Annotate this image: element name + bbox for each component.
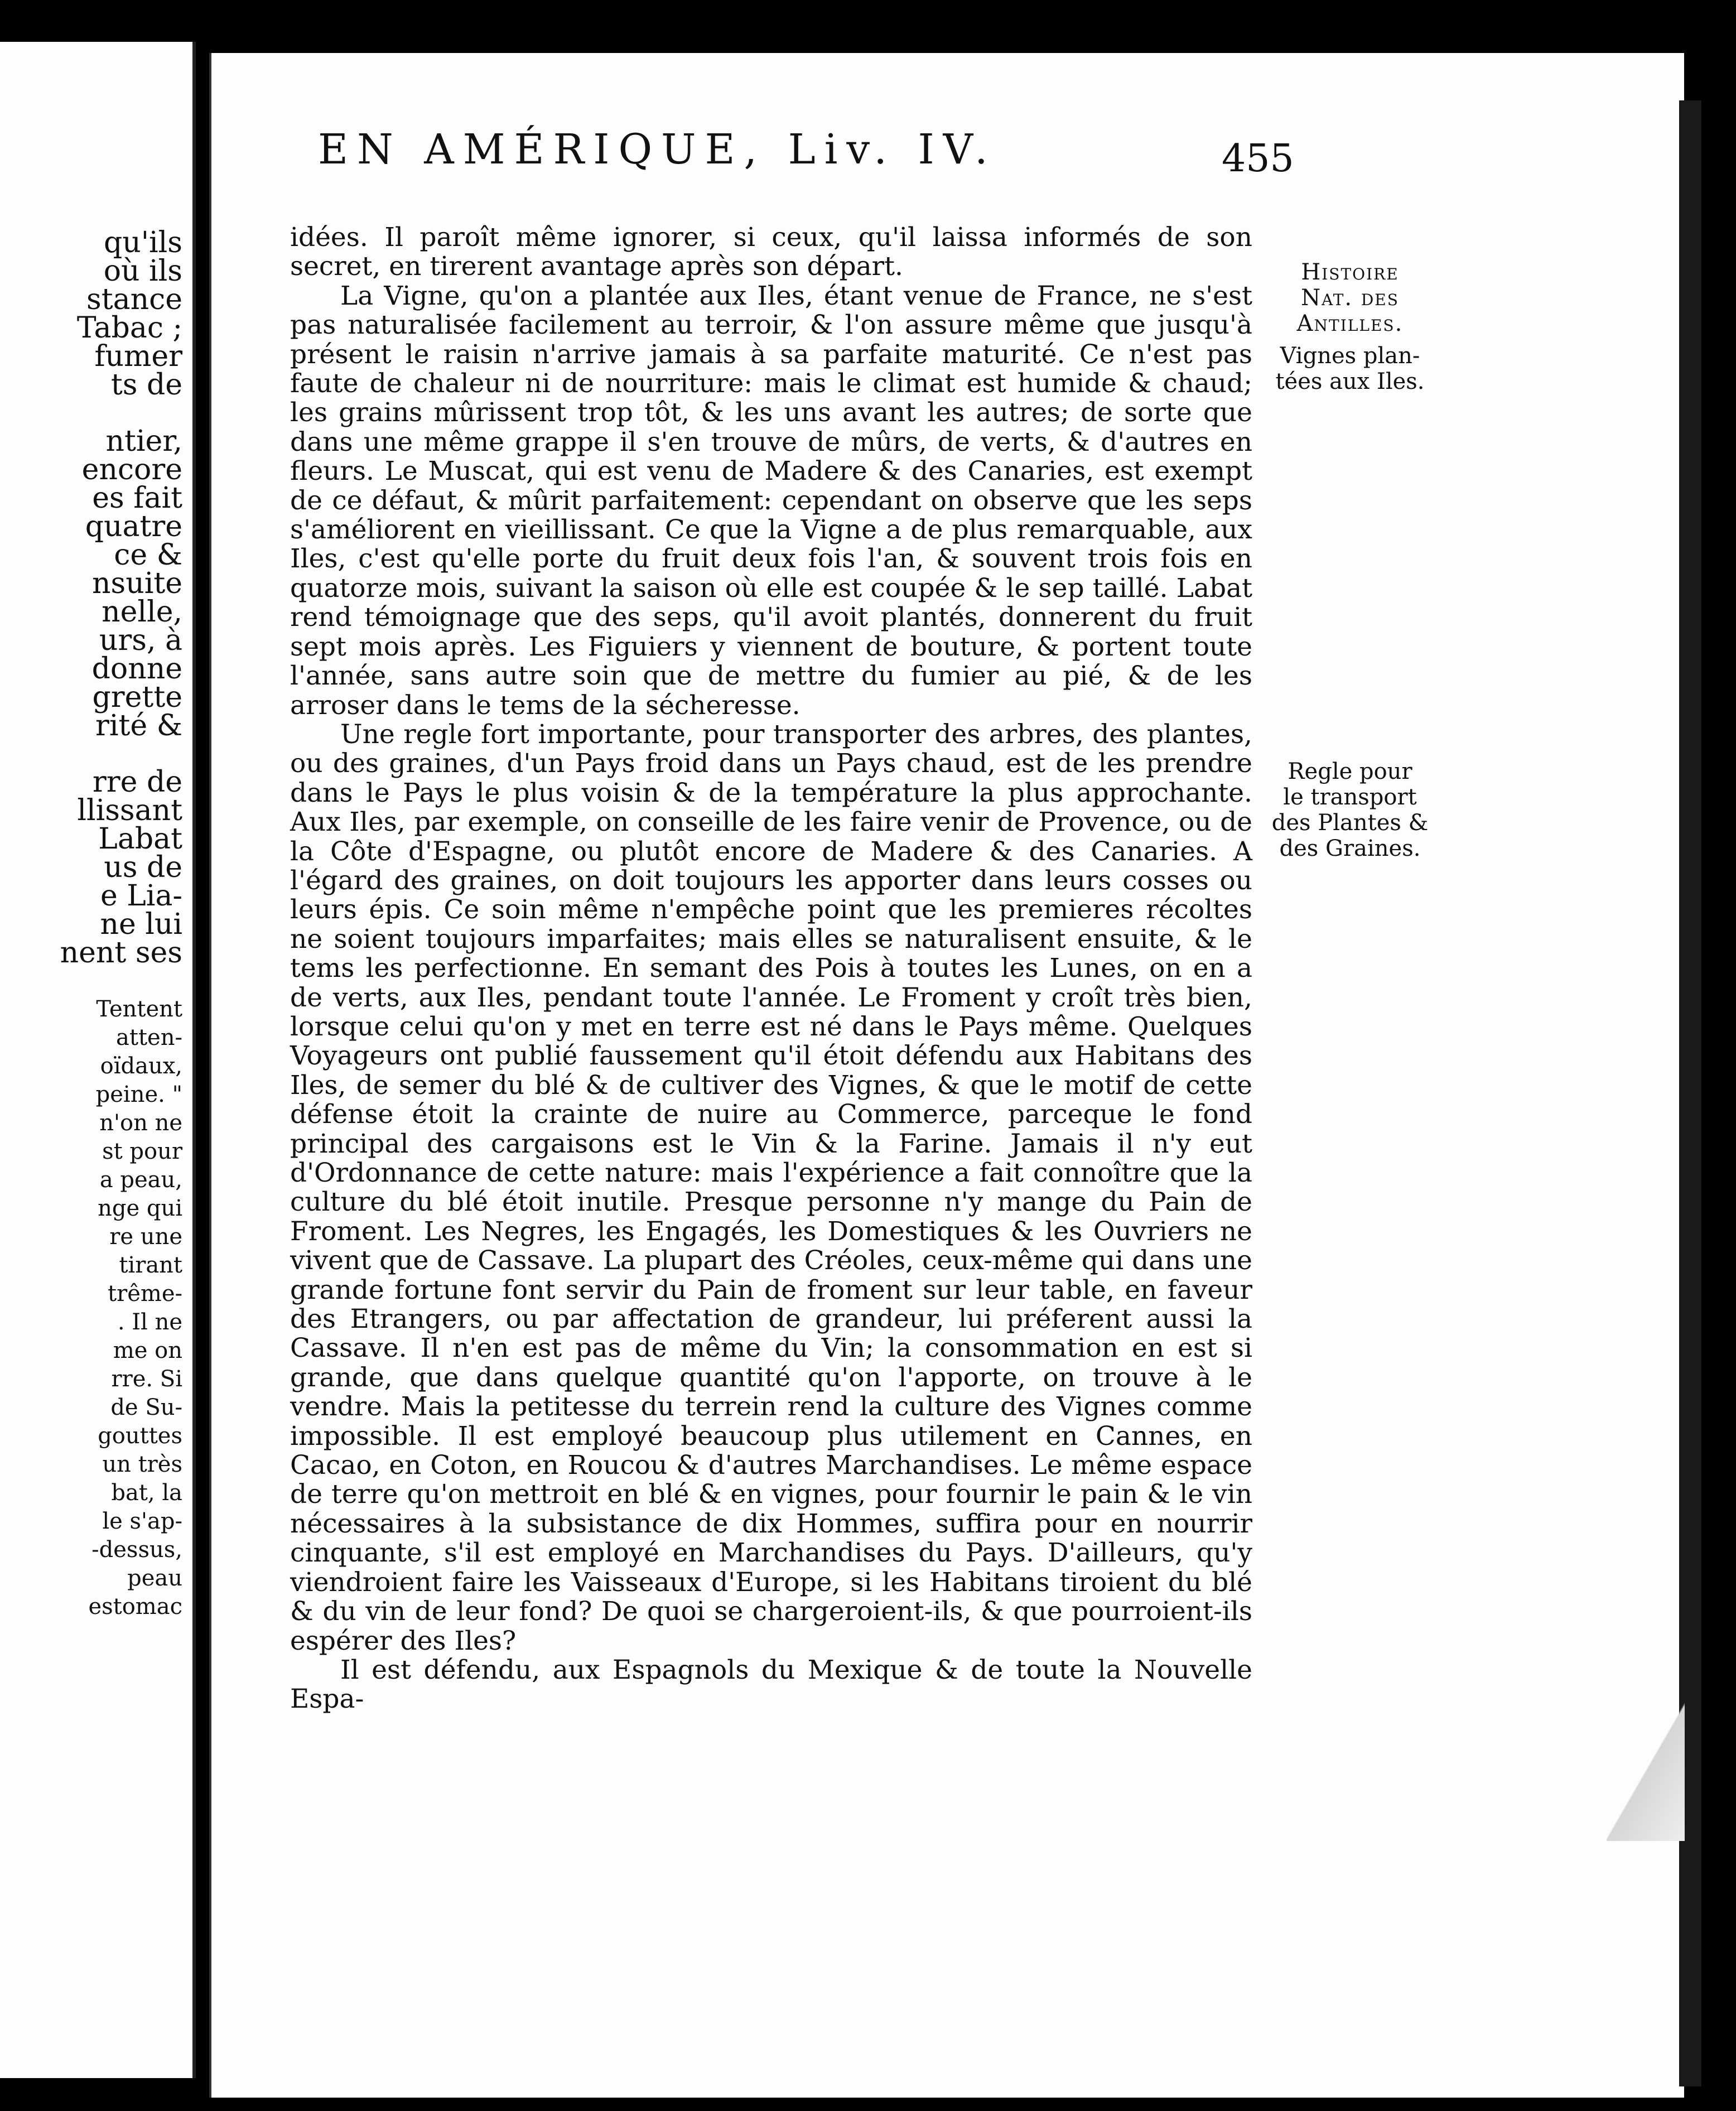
previous-page-line: quatre — [85, 510, 182, 543]
previous-page-line: nsuite — [92, 567, 182, 600]
previous-page-line: fumer — [94, 340, 182, 373]
margin-note-regle: Regle pour le transport des Plantes & des Graines. — [1271, 759, 1429, 861]
previous-page-line: nent ses — [60, 936, 182, 970]
previous-page-line: -dessus, — [91, 1537, 182, 1563]
page-corner-fold — [1607, 1629, 1685, 1841]
previous-page-line: donne — [91, 652, 182, 686]
previous-page-line: un très — [102, 1452, 182, 1477]
body-text — [290, 223, 1252, 1714]
previous-page-line: gouttes — [98, 1423, 182, 1449]
margin-note-histoire: Histoire Nat. des Antilles. — [1296, 259, 1404, 336]
previous-page-line: es fait — [92, 481, 182, 515]
previous-page-line: oïdaux, — [100, 1053, 182, 1079]
previous-page-line: trême- — [108, 1281, 182, 1307]
paragraph: idées. Il paroît même ignorer, si ceux, qu'il laissa informés de son secret, en tirerent avantage après son départ. — [290, 222, 1252, 282]
previous-page-line: ts de — [110, 368, 182, 402]
previous-page-line: ne lui — [100, 908, 182, 941]
previous-page-line: e Lia- — [100, 879, 182, 913]
previous-page-line: rre de — [92, 765, 182, 799]
previous-page-line: atten- — [116, 1025, 182, 1050]
previous-page-line: stance — [86, 283, 182, 316]
previous-page-line: estomac — [88, 1594, 182, 1620]
previous-page-line: urs, à — [99, 624, 182, 657]
paragraph: Il est défendu, aux Espagnols du Mexique & de toute la Nouvelle Espa- — [290, 1654, 1252, 1715]
previous-page-line: llissant — [77, 794, 182, 827]
previous-page-line: a peau, — [99, 1167, 182, 1193]
previous-page-fragments — [0, 226, 192, 1621]
previous-page-line: nge qui — [98, 1196, 182, 1221]
previous-page-line: Labat — [98, 822, 182, 856]
previous-page-line: peau — [127, 1565, 182, 1591]
page-number: 455 — [1222, 137, 1294, 181]
previous-page-line: encore — [81, 453, 182, 486]
previous-page-line: . Il ne — [117, 1309, 182, 1335]
previous-page-line: us de — [104, 851, 182, 884]
paragraph: La Vigne, qu'on a plantée aux Iles, étant venue de France, ne s'est pas naturalisée facilement au terroir, & l'on assure même que jusqu'à présent le raisin n'arrive jamais à sa parfaite maturité. Ce n'est pas faute de chaleur ni de nourriture: mais le climat est humide & chaud; les grains mûrissent trop tôt, & les uns avant les autres; de sorte que dans une même grappe il s'en trouve de mûrs, de verts, & d'autres en fleurs. Le Muscat, qui est venu de Madere & des Canaries, est exempt de ce défaut, & mûrit parfaitement: cependant on observe que les seps s'améliorent en vieillissant. Ce que la Vigne a de plus remarquable, aux Iles, c'est qu'elle porte du fruit deux fois l'an, & souvent trois fois en quatorze mois, suivant la saison où elle est coupée & le sep taillé. Labat rend témoignage que des seps, qu'il avoit plantés, donnerent du fruit sept mois après. Les Figuiers y viennent de bouture, & portent toute l'année, sans autre soin que de mettre du fumier au pié, & de les arroser dans le tems de la sécheresse. — [290, 280, 1252, 721]
previous-page-line: le s'ap- — [102, 1508, 182, 1534]
previous-page-line: rité & — [95, 709, 182, 743]
previous-page-line — [0, 967, 192, 995]
previous-page-edge — [0, 42, 196, 2078]
previous-page-line: où ils — [103, 254, 182, 288]
previous-page-line: n'on ne — [99, 1110, 182, 1136]
paragraph: Une regle fort importante, pour transporter des arbres, des plantes, ou des graines, d'un Pays froid dans un Pays chaud, est de les prendre dans le Pays le plus voisin & de la température la plus approchante. Aux Iles, par exemple, on conseille de les faire venir de Provence, ou de la Côte d'Espagne, ou plutôt encore de Madere & des Canaries. A l'égard des graines, on doit toujours les apporter dans leurs cosses ou leurs épis. Ce soin même n'empêche point que les premieres récoltes ne soient toujours imparfaites; mais elles se naturalisent ensuite, & le tems les perfectionne. En semant des Pois à toutes les Lunes, on en a de verts, aux Iles, pendant toute l'année. Le Froment y croît très bien, lorsque celui qu'on y met en terre est né dans le Pays même. Quelques Voyageurs ont publié faussement qu'il étoit défendu aux Habitans des Iles, de semer du blé & de cultiver des Vignes, & que le motif de cette défense étoit la crainte de nuire au Commerce, parceque le fond principal des cargaisons est le Vin & la Farine. Jamais il n'y eut d'Ordonnance de cette nature: mais l'expérience a fait connoître que la culture du blé étoit inutile. Presque personne n'y mange du Pain de Froment. Les Negres, les Engagés, les Domestiques & les Ouvriers ne vivent que de Cassave. La plupart des Créoles, ceux-même qui dans une grande fortune font servir du Pain de froment sur leur table, en faveur des Etrangers, ou par affectation de grandeur, lui préferent aussi la Cassave. Il n'en est pas de même du Vin; la consommation en est si grande, que dans quelque quantité qu'on l'apporte, on trouve à le vendre. Mais la petitesse du terrein rend la culture des Vignes comme impossible. Il est employé beaucoup plus utilement en Cannes, en Cacao, en Coton, en Roucou & d'autres Marchandises. Le même espace de terre qu'on mettroit en blé & en vignes, pour fournir le pain & le vin nécessaires à la subsistance de dix Hommes, suffira pour en nourrir cinquante, s'il est employé en Marchandises du Pays. D'ailleurs, qu'y viendroient faire les Vaisseaux d'Europe, si les Habitans tiroient du blé & du vin de leur fond? De quoi se chargeroient-ils, & que pourroient-ils espérer des Iles? — [290, 719, 1252, 1656]
previous-page-line: nelle, — [102, 595, 182, 629]
previous-page-line: bat, la — [111, 1480, 182, 1506]
previous-page-line: grette — [92, 681, 182, 714]
previous-page-line: qu'ils — [103, 226, 182, 259]
previous-page-line: ce & — [114, 538, 182, 572]
previous-page-line: rre. Si — [111, 1366, 182, 1392]
previous-page-line: Tabac ; — [76, 311, 182, 345]
previous-page-line: me on — [113, 1338, 182, 1363]
previous-page-line: peine. " — [95, 1082, 182, 1107]
running-head: EN AMÉRIQUE, Liv. IV. — [318, 126, 997, 173]
previous-page-line: de Su- — [110, 1395, 182, 1420]
previous-page-line: ntier, — [105, 425, 182, 458]
previous-page-line: st pour — [102, 1139, 182, 1164]
previous-page-line: tirant — [119, 1252, 182, 1278]
previous-page-line: Tentent — [96, 996, 182, 1022]
page-header — [318, 126, 1294, 192]
margin-note-vignes: Vignes plan- tées aux Iles. — [1275, 343, 1425, 394]
previous-page-line — [0, 740, 192, 768]
previous-page-line — [0, 399, 192, 427]
previous-page-line: re une — [109, 1224, 182, 1250]
